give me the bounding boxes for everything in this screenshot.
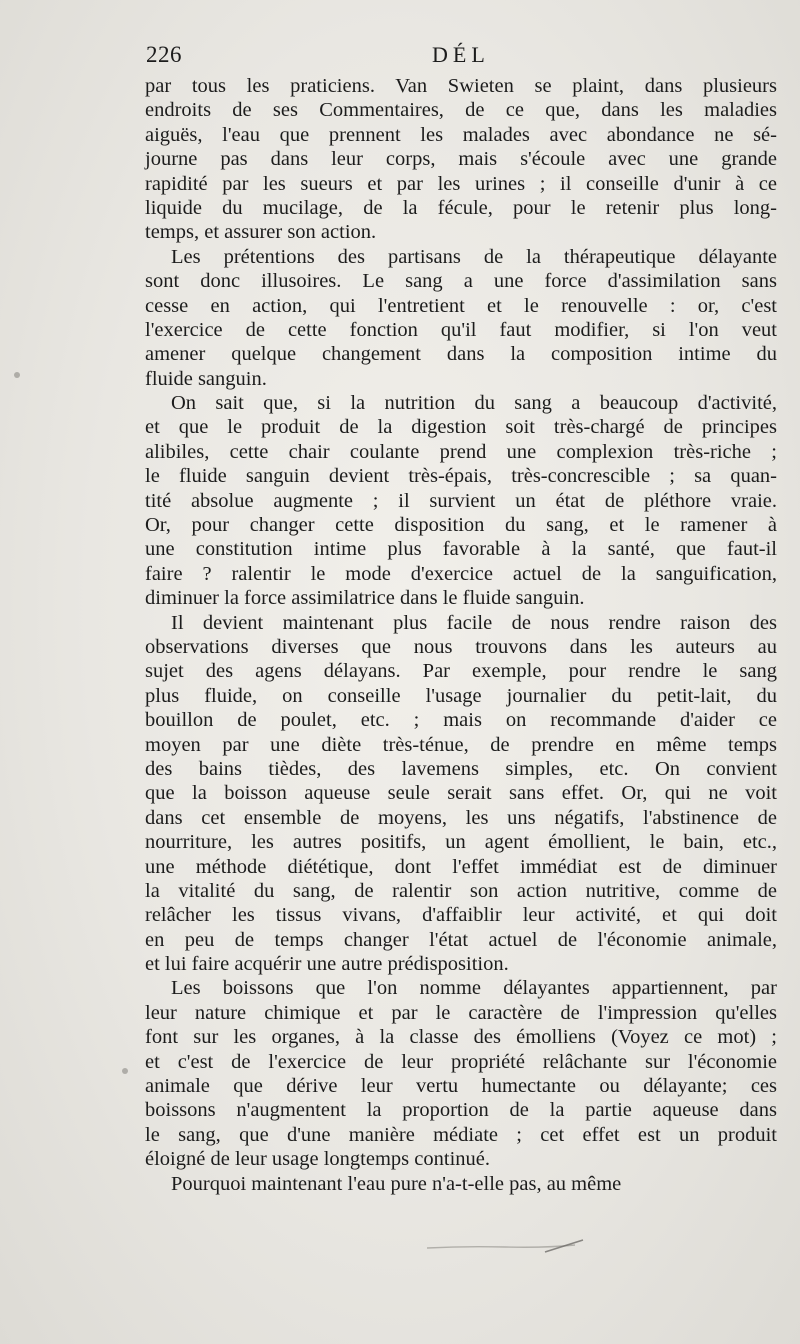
margin-mark [122, 1068, 128, 1074]
text-line: que la boisson aqueuse seule serait sans effet. Or, qui ne voit [145, 782, 777, 805]
text-line: nourriture, les autres positifs, un agent émollient, le bain, etc., [145, 831, 777, 854]
text-line: par tous les praticiens. Van Swieten se plaint, dans plusieurs [145, 75, 777, 97]
running-head [146, 42, 776, 72]
paragraph [145, 391, 777, 611]
text-line: éloigné de leur usage longtemps continué. [145, 1148, 490, 1171]
text-line: moyen par une diète très-ténue, de prendre en même temps [145, 733, 777, 756]
text-line: une constitution intime plus favorable à la santé, que faut-il [145, 538, 777, 561]
text-line: journe pas dans leur corps, mais s'écoule avec une grande [145, 148, 777, 171]
text-line: endroits de ses Commentaires, de ce que, dans les maladies [145, 99, 777, 122]
text-line: bouillon de poulet, etc. ; mais on recommande d'aider ce [145, 709, 777, 732]
paragraph [145, 1172, 777, 1196]
ink-smudge [425, 1238, 595, 1258]
text-line: rapidité par les sueurs et par les urines ; il conseille d'unir à ce [145, 172, 777, 195]
text-line: en peu de temps changer l'état actuel de l'économie animale, [145, 928, 777, 951]
text-line: tité absolue augmente ; il survient un état de pléthore vraie. [145, 489, 777, 512]
text-line: cesse en action, qui l'entretient et le renouvelle : or, c'est [145, 294, 777, 317]
text-line: alibiles, cette chair coulante prend une complexion très-riche ; [145, 440, 777, 463]
text-line: leur nature chimique et par le caractère de l'impression qu'elles [145, 1001, 777, 1024]
text-line: font sur les organes, à la classe des émolliens (Voyez ce mot) ; [145, 1026, 777, 1049]
text-line: Pourquoi maintenant l'eau pure n'a-t-elle pas, au même [171, 1172, 622, 1195]
paragraph [145, 245, 777, 391]
text-line: et que le produit de la digestion soit très-chargé de principes [145, 416, 777, 439]
text-line: et c'est de l'exercice de leur propriété relâchante sur l'économie [145, 1050, 777, 1073]
text-line: une méthode diététique, dont l'effet immédiat est de diminuer [145, 855, 777, 878]
text-line: des bains tièdes, des lavemens simples, etc. On convient [145, 757, 777, 780]
text-line: le sang, que d'une manière médiate ; cet effet est un produit [145, 1123, 777, 1146]
text-line: Il devient maintenant plus facile de nous rendre raison des [171, 611, 777, 634]
text-line: sont donc illusoires. Le sang a une force d'assimilation sans [145, 270, 777, 293]
margin-mark [14, 372, 20, 378]
text-line: et lui faire acquérir une autre prédisposition. [145, 953, 509, 976]
text-line: fluide sanguin. [145, 367, 267, 390]
text-line: temps, et assurer son action. [145, 221, 377, 244]
paragraph [145, 611, 777, 977]
text-line: liquide du mucilage, de la fécule, pour le retenir plus long- [145, 196, 777, 219]
text-line: relâcher les tissus vivans, d'affaiblir leur activité, et qui doit [145, 904, 777, 927]
text-line: le fluide sanguin devient très-épais, très-concrescible ; sa quan- [145, 465, 777, 488]
text-line: animale que dérive leur vertu humectante ou délayante; ces [145, 1075, 777, 1098]
body-text [145, 74, 777, 1196]
text-line: faire ? ralentir le mode d'exercice actuel de la sanguification, [145, 562, 777, 585]
text-line: Les prétentions des partisans de la thérapeutique délayante [171, 245, 777, 268]
text-line: boissons n'augmentent la proportion de la partie aqueuse dans [145, 1099, 777, 1122]
text-line: Or, pour changer cette disposition du sang, et le ramener à [145, 514, 777, 537]
text-line: dans cet ensemble de moyens, les uns négatifs, l'abstinence de [145, 806, 777, 829]
text-line: la vitalité du sang, de ralentir son action nutritive, comme de [145, 879, 777, 902]
paragraph [145, 74, 777, 245]
page-number: 226 [146, 42, 182, 67]
text-line: aiguës, l'eau que prennent les malades avec abondance ne sé- [145, 123, 777, 146]
text-line: On sait que, si la nutrition du sang a beaucoup d'activité, [171, 392, 777, 415]
text-line: diminuer la force assimilatrice dans le fluide sanguin. [145, 587, 585, 610]
paragraph [145, 976, 777, 1171]
running-head-title: DÉL [432, 42, 490, 67]
text-line: sujet des agens délayans. Par exemple, pour rendre le sang [145, 660, 777, 683]
text-line: l'exercice de cette fonction qu'il faut modifier, si l'on veut [145, 318, 777, 341]
text-line: plus fluide, on conseille l'usage journalier du petit-lait, du [145, 684, 777, 707]
text-line: observations diverses que nous trouvons dans les auteurs au [145, 635, 777, 658]
text-line: Les boissons que l'on nomme délayantes appartiennent, par [171, 977, 777, 1000]
text-line: amener quelque changement dans la composition intime du [145, 343, 777, 366]
